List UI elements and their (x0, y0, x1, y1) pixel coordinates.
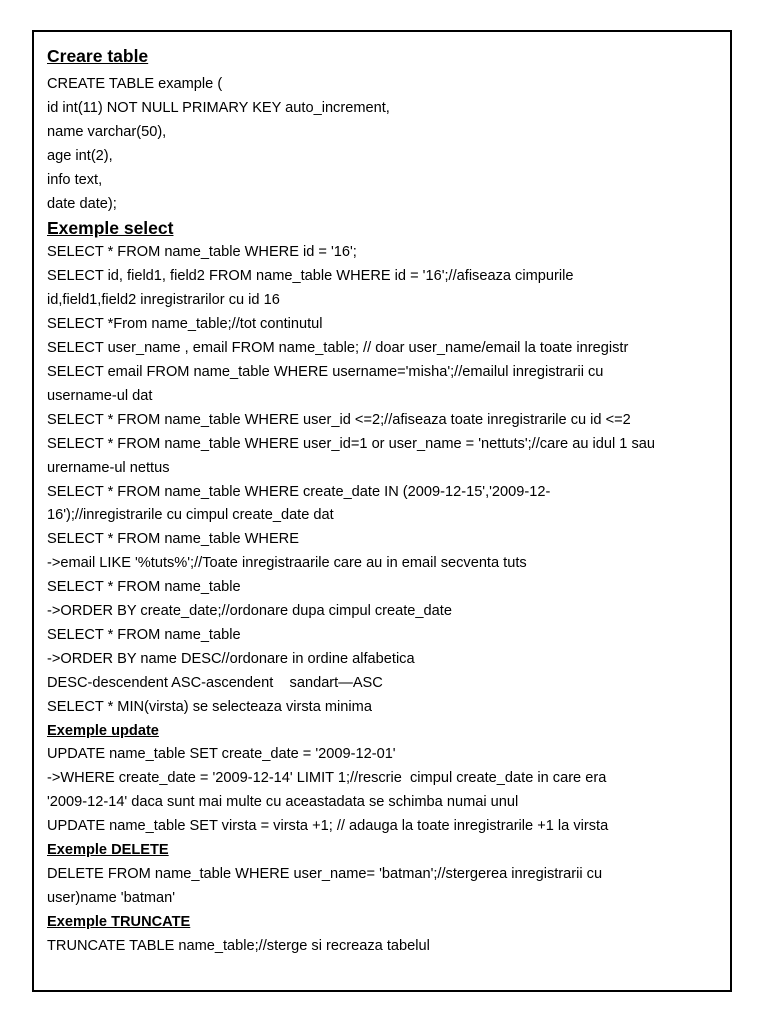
select-line: SELECT * FROM name_table WHERE id = '16'; (47, 244, 357, 261)
select-line: SELECT * FROM name_table WHERE user_id=1 or user_name = 'nettuts';//care au idul 1 sau (47, 435, 655, 452)
heading-create-table: Creare table (47, 46, 149, 66)
select-line: SELECT * FROM name_table (47, 626, 241, 643)
select-line: 16');//inregistrarile cu cimpul create_date dat (47, 507, 334, 524)
select-line: SELECT * FROM name_table WHERE user_id <=2;//afiseaza toate inregistrarile cu id <=2 (47, 411, 631, 428)
create-line: info text, (47, 171, 103, 188)
select-line: SELECT * FROM name_table WHERE (47, 531, 299, 548)
heading-exemple-update: Exemple update (47, 722, 159, 739)
heading-exemple-select: Exemple select (47, 218, 174, 239)
delete-line: user)name 'batman' (47, 889, 176, 906)
delete-line: DELETE FROM name_table WHERE user_name= 'batman';//stergerea inregistrarii cu (47, 866, 603, 882)
truncate-line: TRUNCATE TABLE name_table;//sterge si recreaza tabelul (47, 937, 430, 954)
select-line: SELECT * FROM name_table (47, 579, 241, 596)
document-frame (32, 30, 732, 992)
select-line: ->ORDER BY create_date;//ordonare dupa cimpul create_date (47, 603, 452, 620)
heading-exemple-delete: Exemple DELETE (47, 842, 169, 859)
select-line: SELECT *From name_table;//tot continutul (47, 316, 323, 333)
select-line: urername-ul nettus (47, 459, 170, 476)
select-line: SELECT user_name , email FROM name_table; // doar user_name/email la toate inregistr (47, 340, 629, 357)
document-content (47, 44, 722, 959)
create-line: CREATE TABLE example ( (47, 76, 223, 92)
select-line: username-ul dat (47, 387, 153, 404)
select-line: SELECT * FROM name_table WHERE create_date IN (2009-12-15','2009-12- (47, 483, 551, 500)
select-line: SELECT email FROM name_table WHERE username='misha';//emailul inregistrarii cu (47, 363, 604, 380)
select-line: DESC-descendent ASC-ascendent sandart—ASC (47, 674, 383, 691)
select-line: SELECT * MIN(virsta) se selecteaza virsta minima (47, 698, 372, 715)
heading-exemple-truncate: Exemple TRUNCATE (47, 913, 191, 930)
create-line: name varchar(50), (47, 123, 167, 140)
create-line: id int(11) NOT NULL PRIMARY KEY auto_increment, (47, 99, 390, 116)
select-line: id,field1,field2 inregistrarilor cu id 16 (47, 292, 280, 309)
select-line: ->email LIKE '%tuts%';//Toate inregistraarile care au in email secventa tuts (47, 555, 527, 572)
update-line: ->WHERE create_date = '2009-12-14' LIMIT 1;//rescrie cimpul create_date in care era (47, 770, 607, 787)
select-line: SELECT id, field1, field2 FROM name_table WHERE id = '16';//afiseaza cimpurile (47, 268, 574, 285)
select-line: ->ORDER BY name DESC//ordonare in ordine alfabetica (47, 650, 415, 667)
update-line: UPDATE name_table SET create_date = '2009-12-01' (47, 746, 396, 763)
update-line: '2009-12-14' daca sunt mai multe cu aceastadata se schimba numai unul (47, 794, 519, 811)
update-line: UPDATE name_table SET virsta = virsta +1; // adauga la toate inregistrarile +1 la virsta (47, 818, 609, 835)
create-line: date date); (47, 195, 117, 212)
create-line: age int(2), (47, 147, 113, 164)
